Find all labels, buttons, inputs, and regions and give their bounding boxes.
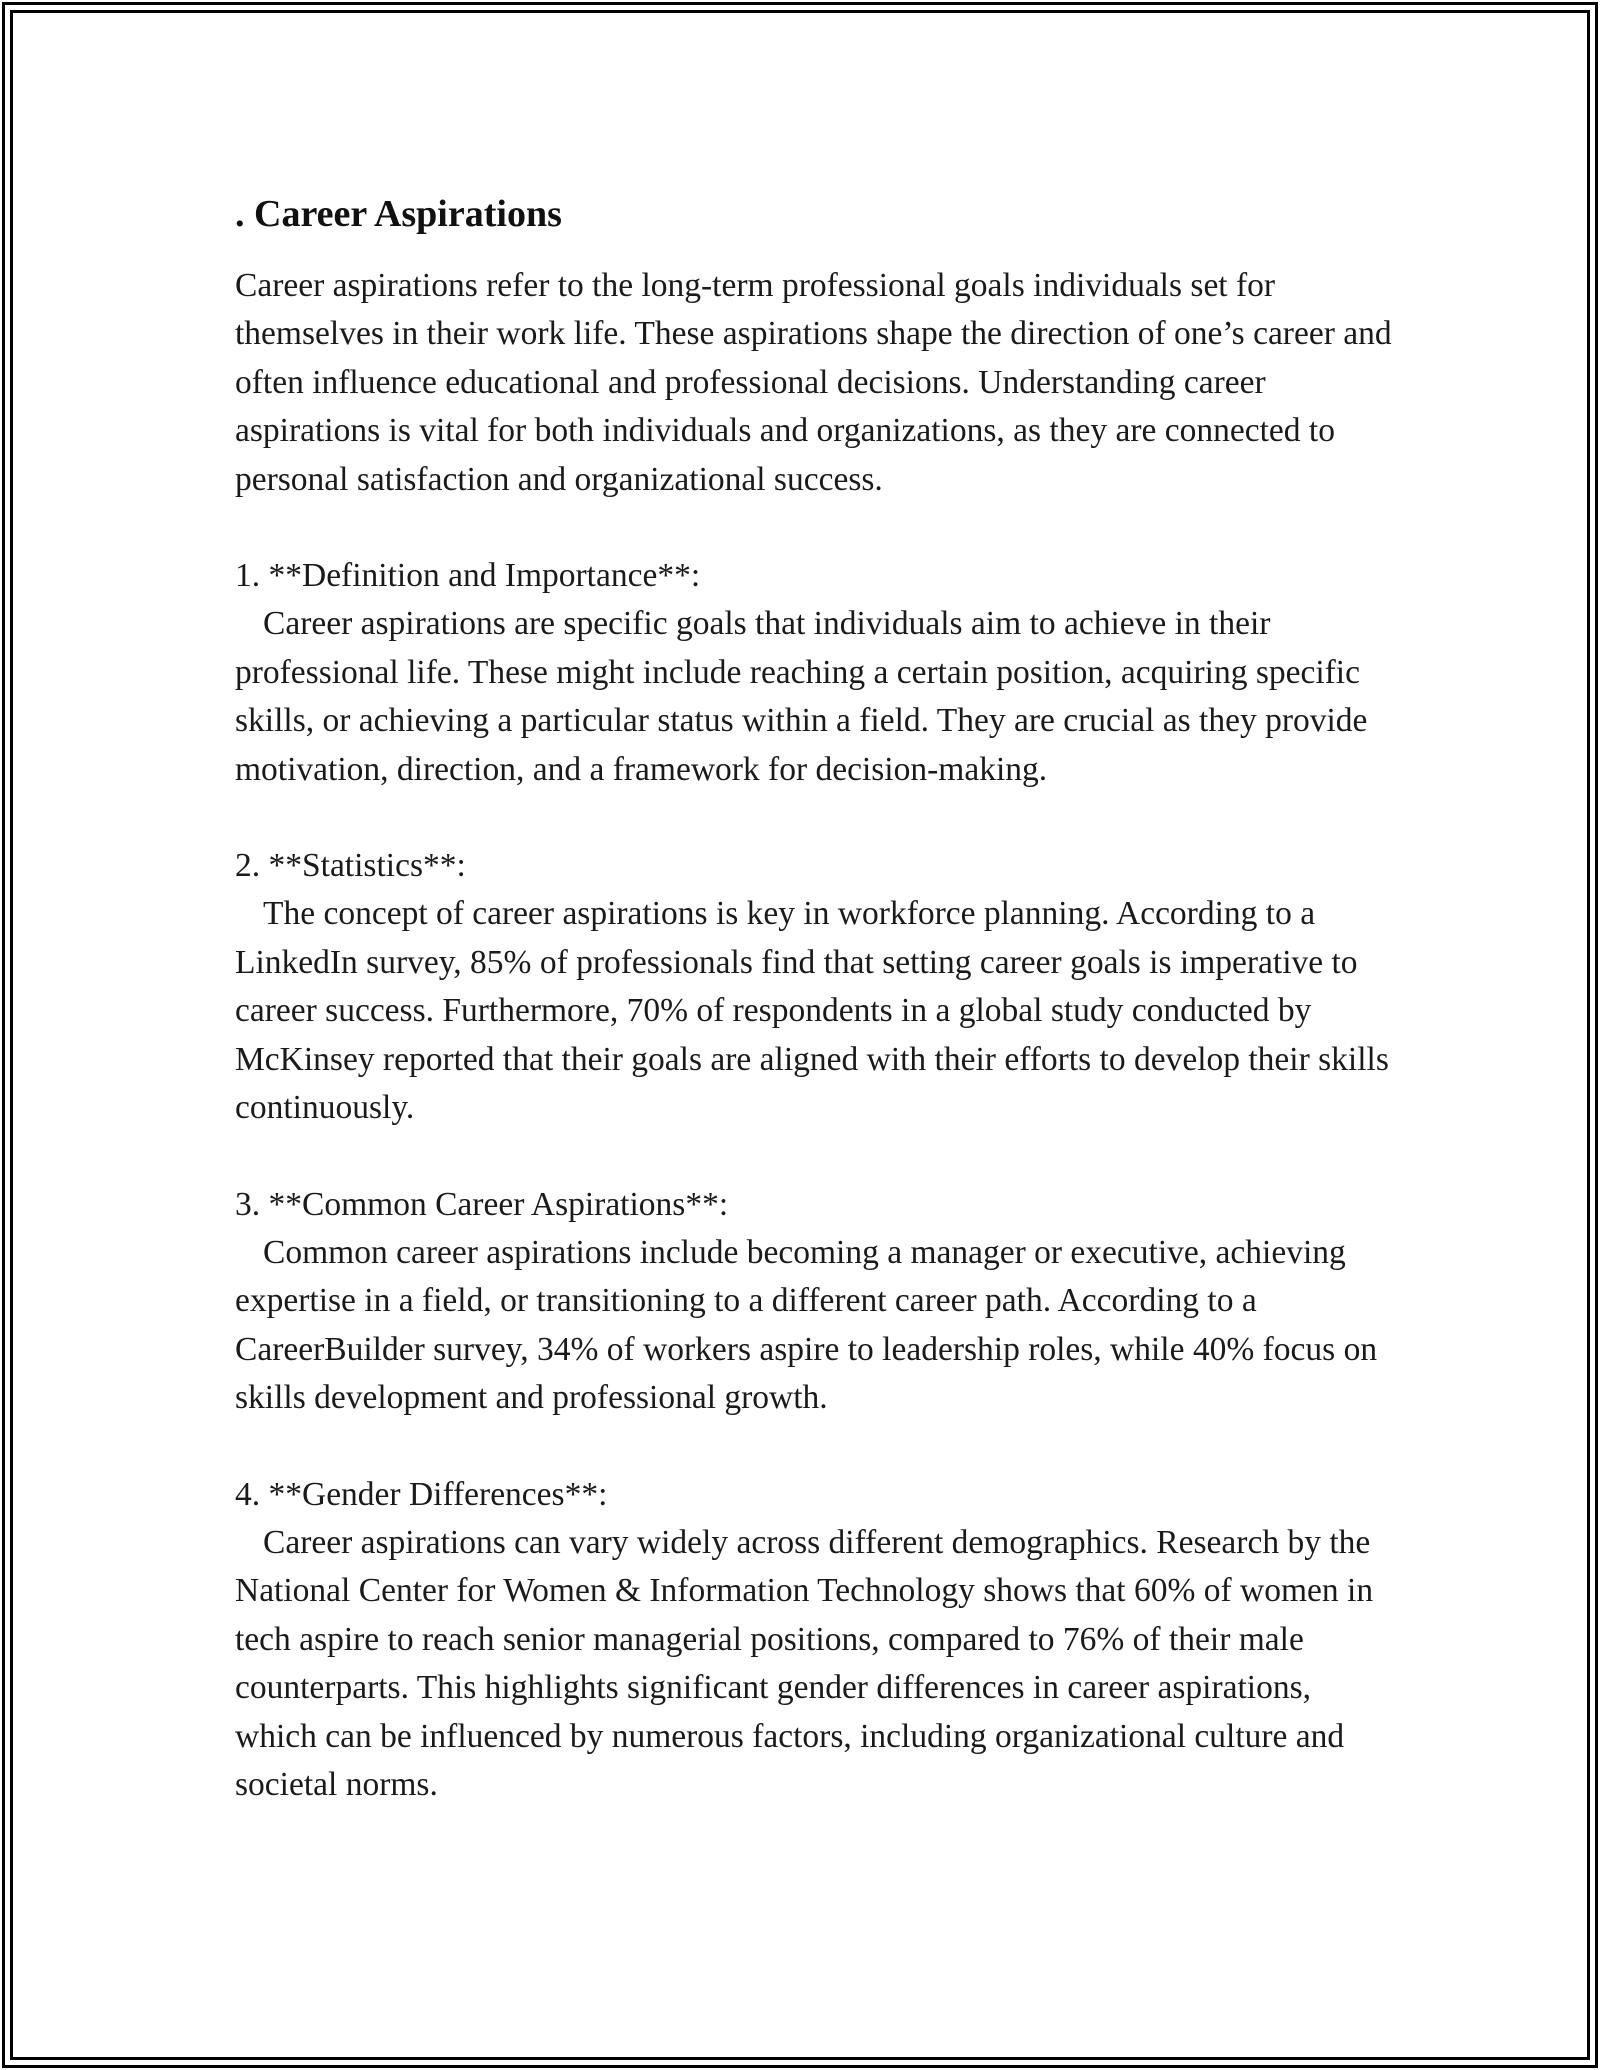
section-title: 4. **Gender Differences**: — [235, 1475, 608, 1513]
section-body: Career aspirations can vary widely across different demographics. Research by the National Center for Women & Information Technology shows that 60% of women in tech aspire to reach senior managerial positions, compared to 76% of their male counterparts. This highlights significant gender differences in career aspirations, which can be influenced by numerous factors, including organizational culture and societal norms. — [235, 1523, 1374, 1803]
document-heading: . Career Aspirations — [235, 193, 562, 235]
section-body: Career aspirations are specific goals that individuals aim to achieve in their professional life. These might include reaching a certain position, acquiring specific skills, or achieving a particular status within a field. They are crucial as they provide motivation, direction, and a framework for decision-making. — [235, 605, 1368, 788]
intro-paragraph: Career aspirations refer to the long-term professional goals individuals set for themselves in their work life. These aspirations shape the direction of one’s career and often influence educational and professional decisions. Understanding career aspirations is vital for both individuals and organizations, as they are connected to personal satisfaction and organizational success. — [235, 267, 1392, 498]
section-definition — [235, 552, 1395, 794]
section-statistics — [235, 842, 1395, 1132]
section-body: Common career aspirations include becoming a manager or executive, achieving expertise in a field, or transitioning to a different career path. According to a CareerBuilder survey, 34% of workers aspire to leadership roles, while 40% focus on skills development and professional growth. — [235, 1233, 1378, 1417]
section-body: The concept of career aspirations is key in workforce planning. According to a LinkedIn survey, 85% of professionals find that setting career goals is imperative to career success. Furthermore, 70% of respondents in a global study conducted by McKinsey reported that their goals are aligned with their efforts to develop their skills continuously. — [235, 895, 1389, 1127]
section-title: 3. **Common Career Aspirations**: — [235, 1185, 729, 1223]
section-gender-differences — [235, 1471, 1395, 1810]
document-page — [235, 188, 1395, 1809]
section-title: 1. **Definition and Importance**: — [235, 557, 701, 595]
section-title: 2. **Statistics**: — [235, 847, 466, 885]
section-common-aspirations — [235, 1181, 1395, 1423]
